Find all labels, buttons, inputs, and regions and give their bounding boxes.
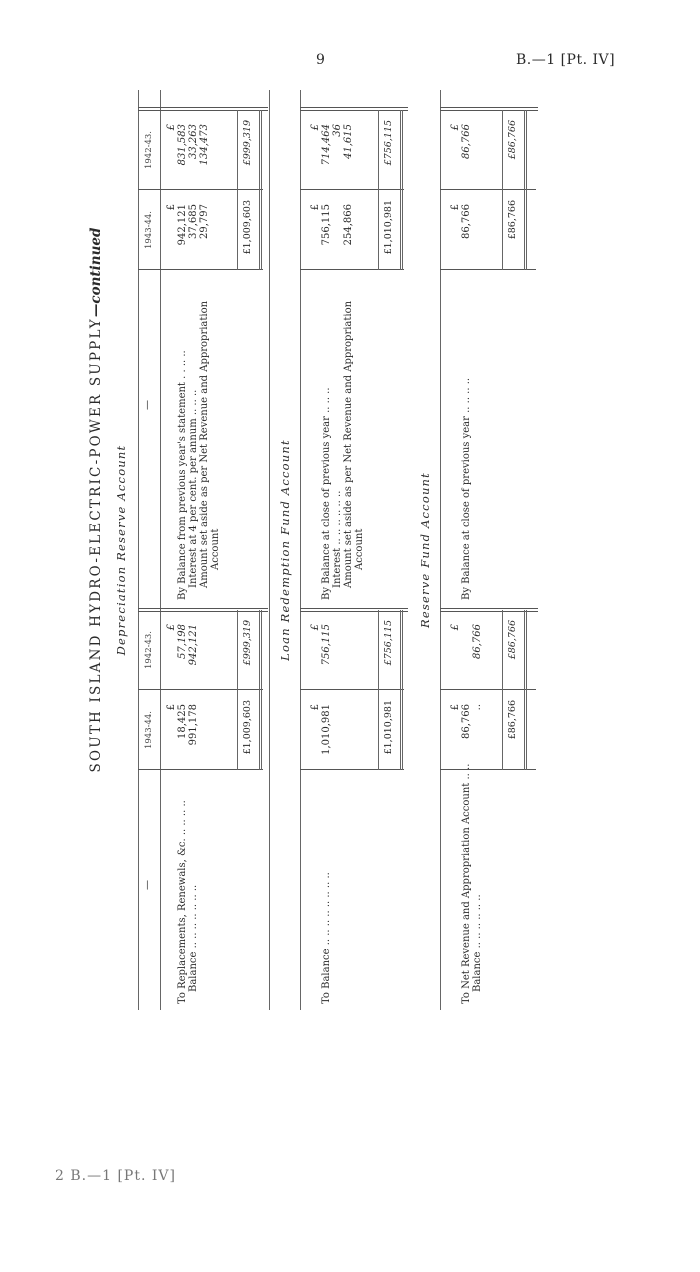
debit-row-current: 1,010,981 xyxy=(321,704,332,755)
debit-total-current: £1,009,603 xyxy=(242,700,253,755)
credit-row-previous: 86,766 xyxy=(461,124,472,159)
depreciation-table xyxy=(138,90,270,1010)
credit-row-label: Account xyxy=(210,528,221,570)
credit-row-current: 254,866 xyxy=(343,204,354,246)
title-main: SOUTH ISLAND HYDRO-ELECTRIC-POWER SUPPLY xyxy=(88,317,104,773)
pound-sign: £ xyxy=(166,704,177,711)
credit-total-previous: £999,319 xyxy=(242,120,253,166)
credit-row-current: 942,121 xyxy=(177,204,188,246)
centre-double-rule xyxy=(300,608,408,612)
credit-row-current: 29,797 xyxy=(199,204,210,239)
credit-row-label: Interest .. .. .. .. .. .. xyxy=(332,490,343,588)
credit-dash: — xyxy=(142,400,153,410)
debit-col-current: 1943-44. xyxy=(144,710,154,750)
credit-total-previous: £86,766 xyxy=(507,120,518,160)
credit-col-current: 1943-44. xyxy=(144,210,154,250)
total-double-rule xyxy=(524,610,527,770)
credit-row-current: 37,685 xyxy=(188,204,199,239)
debit-row-current: .. xyxy=(472,704,483,711)
pound-sign: £ xyxy=(450,124,461,131)
subtotal-rule xyxy=(502,110,503,270)
pound-sign: £ xyxy=(450,624,461,631)
credit-row-previous: 33,263 xyxy=(188,124,199,159)
section-bottom-rule xyxy=(269,90,270,1010)
subtotal-rule xyxy=(502,610,503,770)
pound-sign: £ xyxy=(310,124,321,131)
credit-col-previous: 1942-43. xyxy=(144,130,154,170)
credit-row-previous: 41,615 xyxy=(343,124,354,159)
credit-row-previous: 134,473 xyxy=(199,124,210,166)
pound-sign: £ xyxy=(166,124,177,131)
page-title xyxy=(88,80,104,920)
debit-row-label: To Balance .. .. .. .. .. .. .. .. xyxy=(321,872,332,1004)
credit-row-label: Account xyxy=(354,528,365,570)
debit-row-current: 991,178 xyxy=(188,704,199,746)
table-top-rule xyxy=(440,90,441,1010)
credit-total-current: £1,009,603 xyxy=(242,200,253,255)
subtotal-rule xyxy=(378,110,379,270)
right-double-rule xyxy=(300,107,408,111)
debit-total-previous: £86,766 xyxy=(507,620,518,660)
debit-row-previous: 57,198 xyxy=(177,624,188,659)
credit-row-previous: 831,583 xyxy=(177,124,188,166)
reserve-fund-table xyxy=(440,90,540,1010)
credit-row-current: 756,115 xyxy=(321,204,332,246)
credit-total-current: £1,010,981 xyxy=(383,200,394,255)
debit-total-previous: £756,115 xyxy=(383,620,394,666)
pound-sign: £ xyxy=(310,704,321,711)
credit-row-label: Amount set aside as per Net Revenue and Appropriation xyxy=(199,300,210,588)
pound-sign: £ xyxy=(310,624,321,631)
rotated-landscape-page xyxy=(88,90,548,1010)
total-double-rule xyxy=(259,110,262,270)
total-double-rule xyxy=(524,110,527,270)
page-number: 9 xyxy=(316,52,325,68)
pound-sign: £ xyxy=(450,204,461,211)
debit-row-label: Balance .. .. .. .. .. .. .. xyxy=(188,884,199,992)
pound-sign: £ xyxy=(450,704,461,711)
pound-sign: £ xyxy=(310,204,321,211)
loan-redemption-table xyxy=(300,90,410,1010)
debit-row-previous: 942,121 xyxy=(188,624,199,666)
credit-total-previous: £756,115 xyxy=(383,120,394,166)
pound-sign: £ xyxy=(166,624,177,631)
depreciation-heading: Depreciation Reserve Account xyxy=(114,444,128,656)
debit-total-previous: £999,319 xyxy=(242,620,253,666)
debit-row-label: To Replacements, Renewals, &c. .. .. .. .. xyxy=(177,800,188,1004)
reserve-fund-heading: Reserve Fund Account xyxy=(418,472,432,628)
debit-total-current: £86,766 xyxy=(507,700,518,740)
subtotal-rule xyxy=(237,110,238,270)
credit-row-label: Amount set aside as per Net Revenue and Appropriation xyxy=(343,300,354,588)
total-double-rule xyxy=(400,110,403,270)
document-reference: B.—1 [Pt. IV] xyxy=(516,52,616,68)
loan-redemption-heading: Loan Redemption Fund Account xyxy=(278,439,292,661)
right-double-rule xyxy=(138,107,268,111)
credit-row-label: Interest at 4 per cent. per annum .. .. .. xyxy=(188,389,199,588)
subtotal-rule xyxy=(237,610,238,770)
debit-row-current: 86,766 xyxy=(461,704,472,739)
header-rule xyxy=(160,90,161,1010)
debit-row-previous: 86,766 xyxy=(472,624,483,659)
debit-row-label: To Net Revenue and Appropriation Account .. .. xyxy=(461,763,472,1004)
title-continued: —continued xyxy=(88,227,104,318)
debit-dash: — xyxy=(142,880,153,890)
credit-row-current: 86,766 xyxy=(461,204,472,239)
table-top-rule xyxy=(138,90,139,1010)
centre-double-rule xyxy=(138,608,268,612)
subtotal-rule xyxy=(378,610,379,770)
credit-row-previous: 714,464 xyxy=(321,124,332,166)
debit-row-previous: 756,115 xyxy=(321,624,332,666)
total-double-rule xyxy=(259,610,262,770)
debit-total-current: £1,010,981 xyxy=(383,700,394,755)
credit-row-label: By Balance at close of previous year .. .. .. xyxy=(321,387,332,600)
bleed-through-reference: 2 B.—1 [Pt. IV] xyxy=(55,1168,176,1184)
credit-row-previous: 36 xyxy=(332,124,343,137)
total-double-rule xyxy=(400,610,403,770)
credit-row-label: By Balance from previous year's statement . . .. .. xyxy=(177,350,188,600)
credit-total-current: £86,766 xyxy=(507,200,518,240)
pound-sign: £ xyxy=(166,204,177,211)
debit-row-current: 18,425 xyxy=(177,704,188,739)
table-top-rule xyxy=(300,90,301,1010)
debit-row-label: Balance .. .. .. .. .. .. xyxy=(472,894,483,992)
debit-col-previous: 1942-43. xyxy=(144,630,154,670)
credit-row-label: By Balance at close of previous year .. .. .. .. xyxy=(461,377,472,600)
